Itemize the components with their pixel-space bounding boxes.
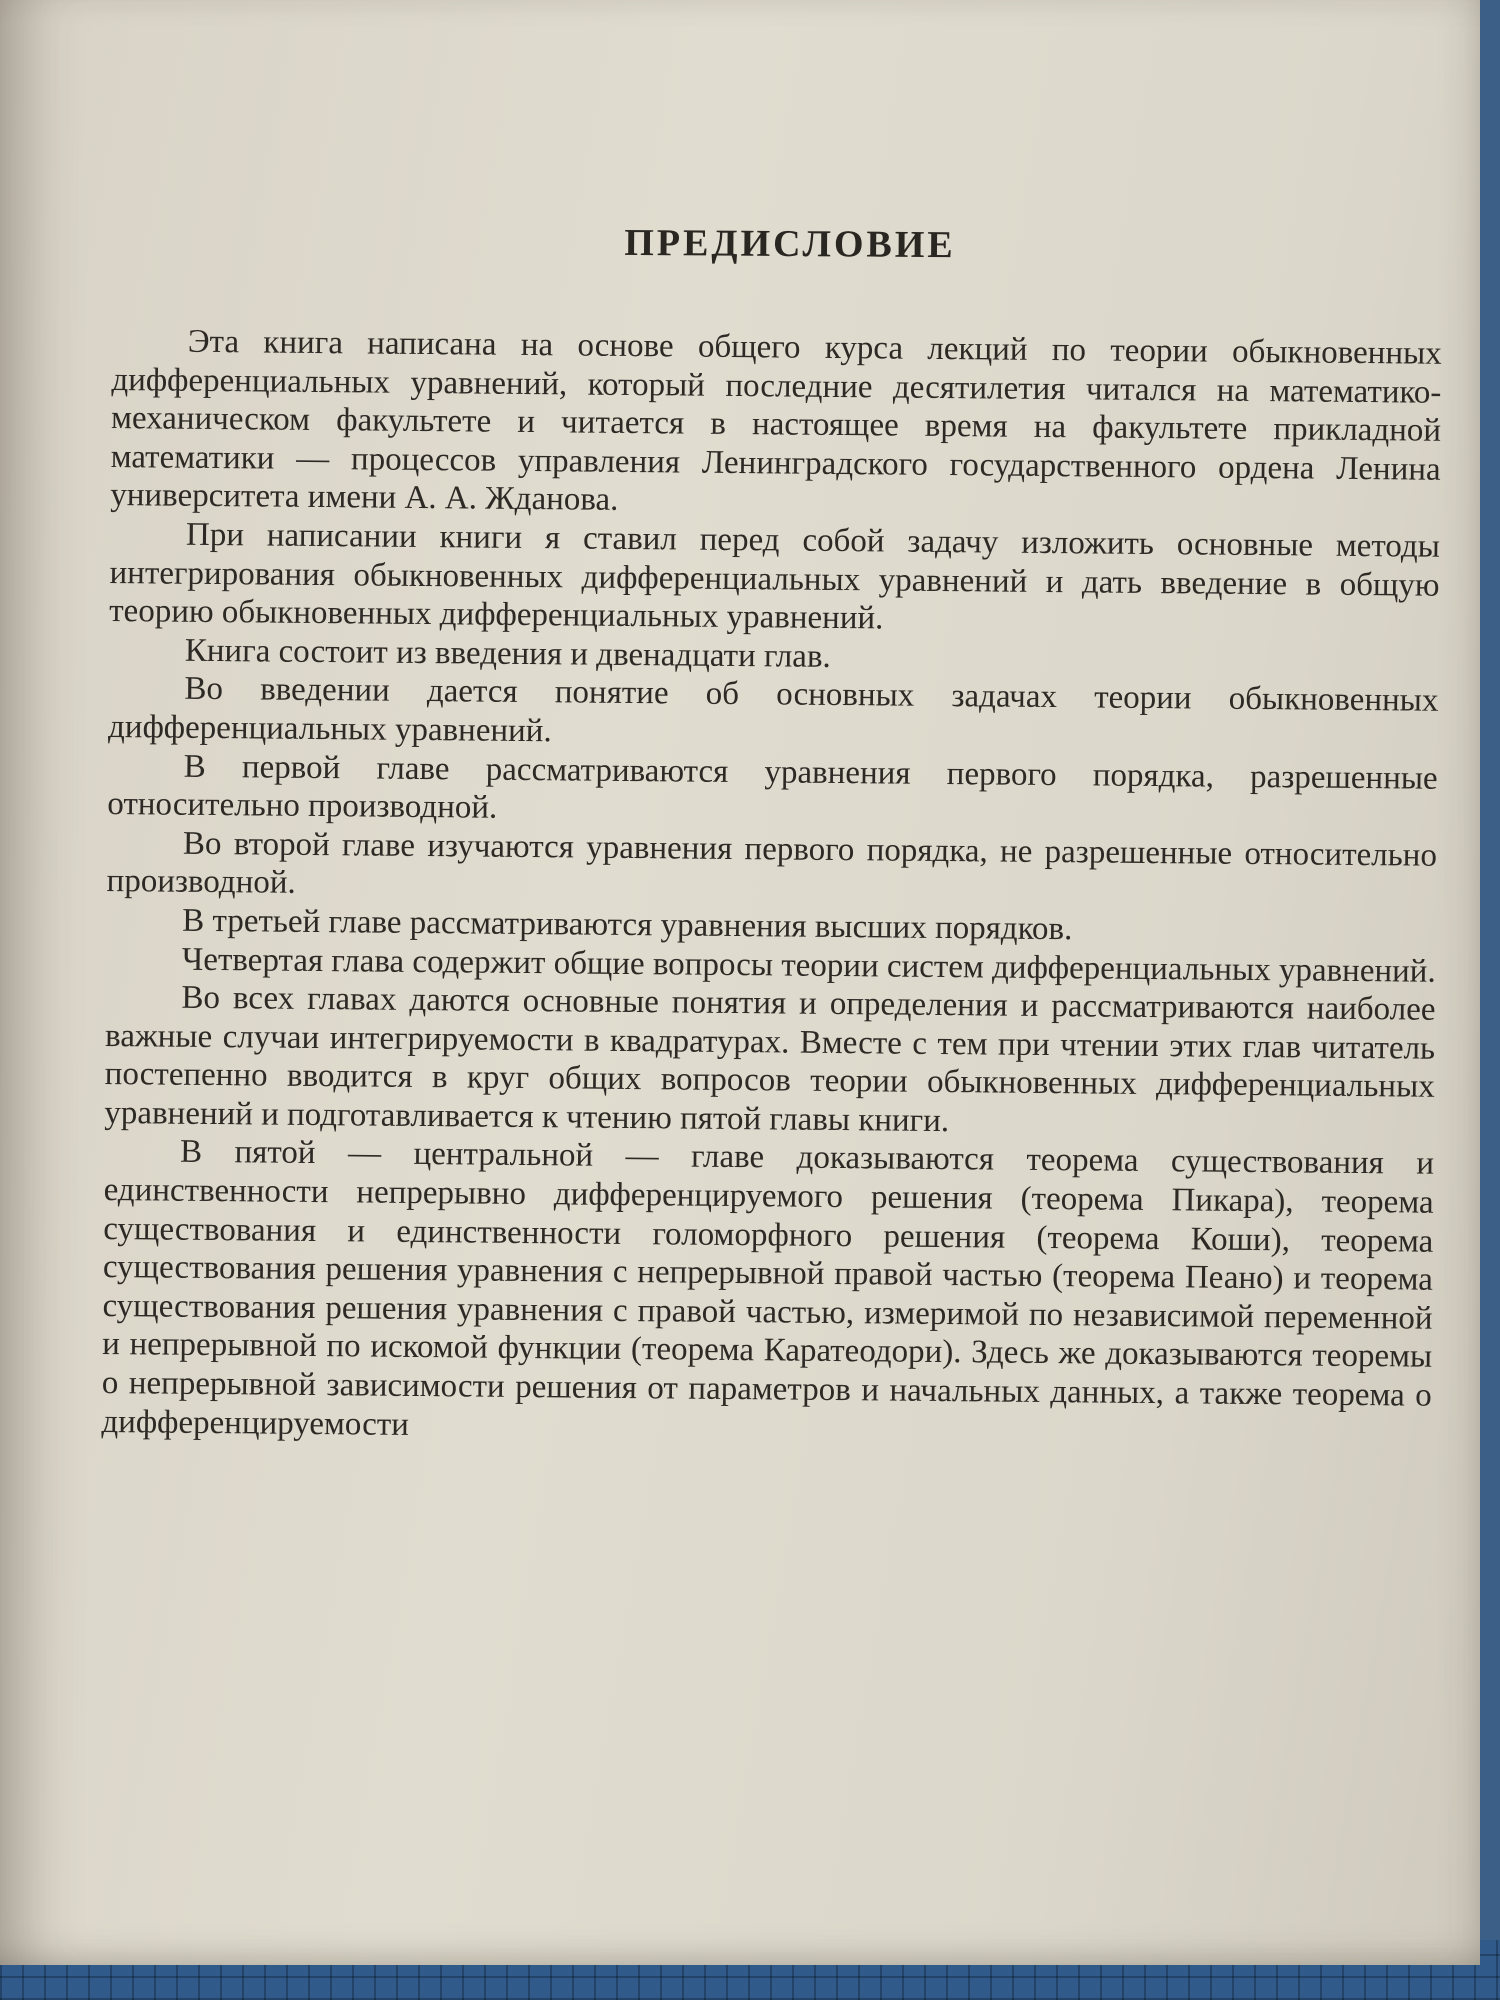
paragraph-4: Во введении дается понятие об основных задачах теории обыкновенных дифференциальных уравнений. xyxy=(107,671,1439,750)
paragraph-6: Во второй главе изучаются уравнения первого порядка, не разрешенные относительно производной. xyxy=(106,825,1438,902)
paragraph-2: При написании книги я ставил перед собой задачу изложить основные методы интегрирования обыкновенных дифференциальных уравнений и дать введение в общую теорию обыкновенных дифференциальных уравнений. xyxy=(109,516,1441,637)
page-title: ПРЕДИСЛОВИЕ xyxy=(624,221,956,267)
paragraph-1: Эта книга написана на основе общего курса лекций по теории обыкновенных дифференциальных уравнений, который последние десятилетия читался на математико-механическом факультете и читается в настоящее время на факультете прикладной математики — процессов управления Ленинградского государственного ордена Ленина университета имени А. А. Жданова. xyxy=(110,323,1442,519)
preface-body xyxy=(101,322,1442,1454)
paragraph-5: В первой главе рассматриваются уравнения первого порядка, разрешенные относительно производной. xyxy=(107,748,1438,826)
paragraph-7: В третьей главе рассматриваются уравнения высших порядков. xyxy=(182,902,1073,948)
paragraph-3: Книга состоит из введения и двенадцати глав. xyxy=(184,632,831,675)
paragraph-10: В пятой — центральной — главе доказываются теорема существования и единственности непрерывно дифференцируемого решения (теорема Пикара), теорема существования и единственности голоморфного решения (теорема Коши), теорема существования решения уравнения с непрерывной правой частью (теорема Пеано) и теорема существования решения уравнения с правой частью, измеримой по независимой переменной и непрерывной по искомой функции (теорема Каратеодори). Здесь же доказываются теоремы о непрерывной зависимости решения от параметров и начальных данных, а также теорема о дифференцируемости xyxy=(101,1134,1435,1443)
paragraph-8: Четвертая глава содержит общие вопросы теории систем дифференциальных уравнений. xyxy=(181,941,1436,990)
paragraph-9: Во всех главах даются основные понятия и определения и рассматриваются наиболее важные случаи интегрируемости в квадратурах. Вместе с тем при чтении этих глав читатель постепенно вводится в круг общих вопросов теории обыкновенных дифференциальных уравнений и подготавливается к чтению пятой главы книги. xyxy=(104,979,1436,1139)
